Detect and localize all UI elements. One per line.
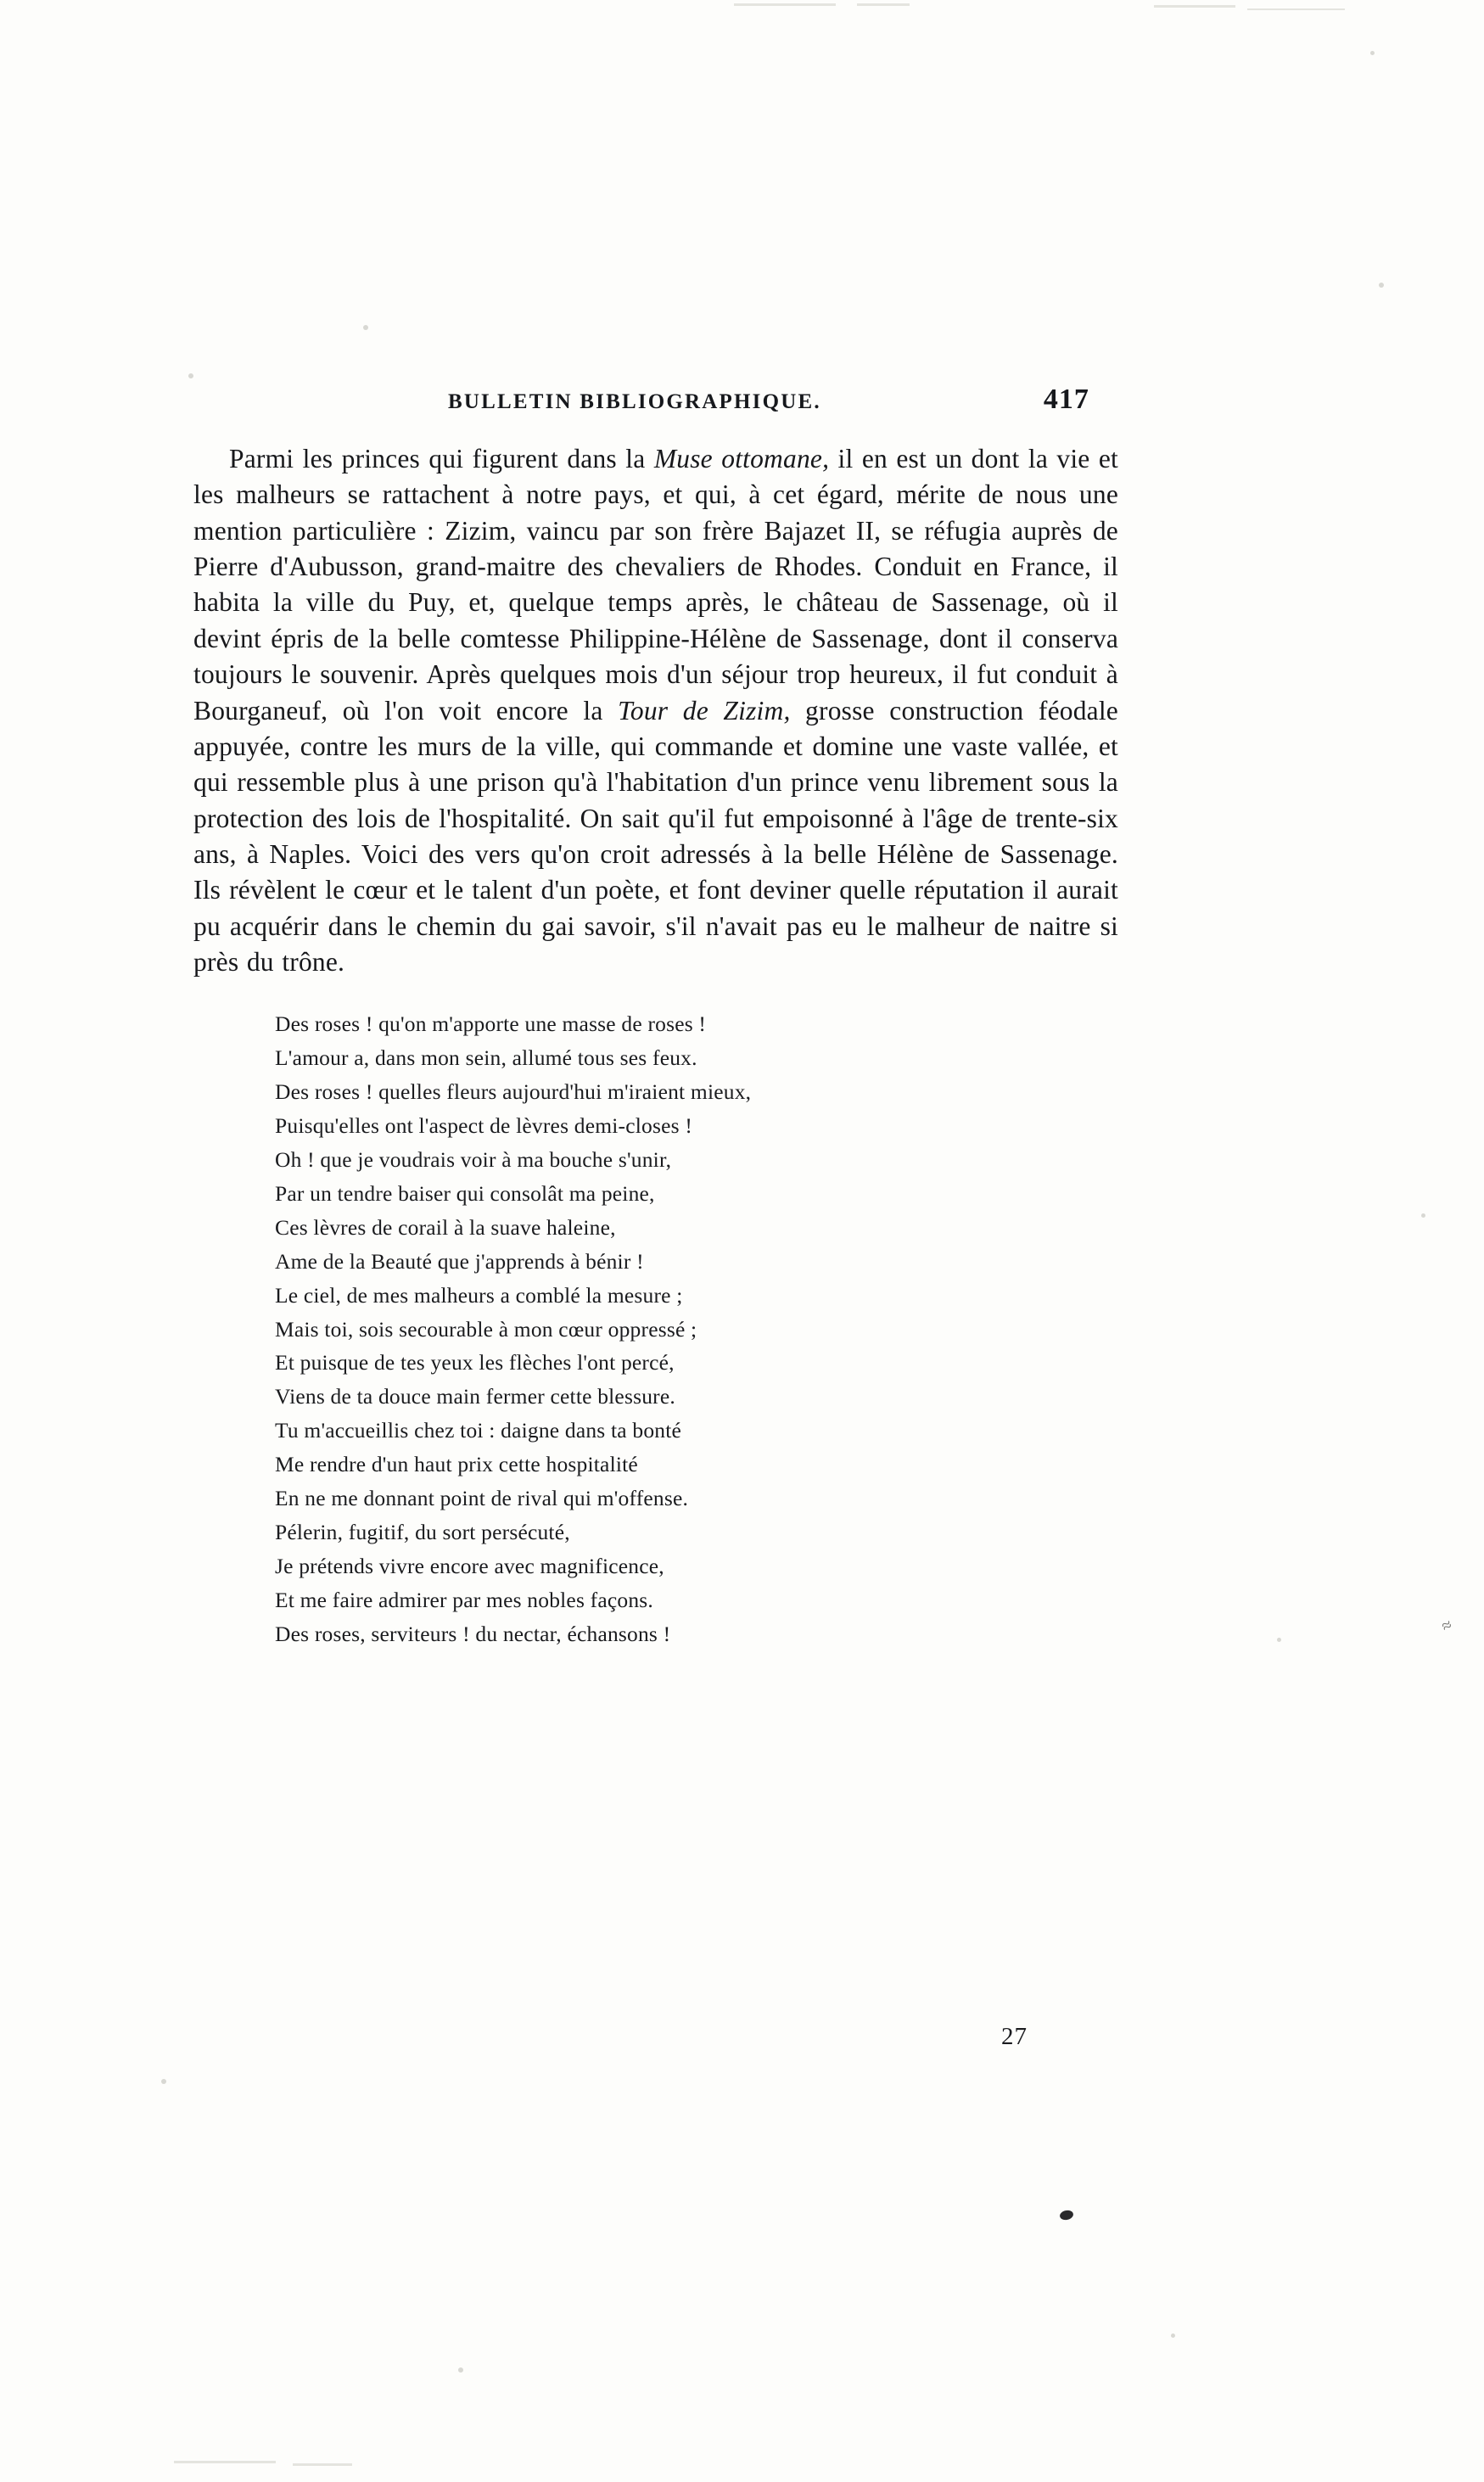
- poem-line: Ces lèvres de corail à la suave haleine,: [275, 1214, 616, 1240]
- margin-mark: ≈: [1438, 1615, 1455, 1637]
- poem-line: L'amour a, dans mon sein, allumé tous ses feux.: [275, 1045, 697, 1071]
- scan-artifact-top-1: [734, 3, 836, 6]
- poem-line: Pélerin, fugitif, du sort persécuté,: [275, 1519, 570, 1544]
- page-speck-3: [363, 325, 368, 330]
- page-number: 417: [1043, 384, 1089, 415]
- scan-artifact-bottom-2: [293, 2463, 352, 2466]
- scan-artifact-top-3: [1154, 5, 1235, 8]
- signature-number: 27: [1001, 2023, 1028, 2050]
- page-speck-4: [188, 373, 193, 378]
- poem-line: Des roses ! qu'on m'apporte une masse de roses !: [275, 1011, 707, 1037]
- paragraph-text-part-2: il en est un dont la vie et les malheurs se rattachent à notre pays, et qui, à cet égard, mérite de nous une mention particulière : Zizim, vaincu par son frère Bajazet II, se réfugia auprès de Pierre d'Aubusson, grand-maitre des chevaliers de Rhodes. Conduit en France, il habita la ville du Puy, et, quelque temps après, le château de Sassenage, où il devint épris de la belle comtesse Philippine-Hélène de Sassenage, dont il conserva toujours le souvenir. Après quelques mois d'un séjour trop heureux, il fut conduit à Bourganeuf, où l'on voit encore la: [193, 444, 1119, 726]
- title-tour-de-zizim: Tour de Zizim,: [618, 695, 791, 726]
- page-content: [193, 384, 1118, 1651]
- ink-blot: [1059, 2209, 1074, 2221]
- page-speck-2: [1379, 283, 1384, 288]
- poem-line: Et puisque de tes yeux les flèches l'ont percé,: [275, 1350, 675, 1375]
- poem-line: Mais toi, sois secourable à mon cœur oppressé ;: [275, 1316, 697, 1342]
- page-speck-1: [1370, 51, 1375, 55]
- poem-line: Me rendre d'un haut prix cette hospitalité: [275, 1452, 638, 1477]
- page-speck-7: [161, 2079, 166, 2084]
- paragraph-text-part-1: Parmi les princes qui figurent dans la: [229, 444, 654, 473]
- poem-line: Le ciel, de mes malheurs a comblé la mesure ;: [275, 1282, 683, 1308]
- page-header: [193, 384, 1118, 416]
- poem-line: Je prétends vivre encore avec magnificence,: [275, 1553, 664, 1578]
- poem-line: Tu m'accueillis chez toi : daigne dans ta bonté: [275, 1418, 682, 1443]
- poem-line: Des roses, serviteurs ! du nectar, échansons !: [275, 1621, 671, 1646]
- poem-line: Et me faire admirer par mes nobles façons.: [275, 1587, 653, 1612]
- title-muse-ottomane: Muse ottomane,: [653, 444, 830, 473]
- paragraph-text-part-3: grosse construction féodale appuyée, contre les murs de la ville, qui commande et domine une vaste vallée, et qui ressemble plus à une prison qu'à l'habitation d'un prince venu librement sous la protection des lois de l'hospitalité. On sait qu'il fut empoisonné à l'âge de trente-six ans, à Naples. Voici des vers qu'on croit adressés à la belle Hélène de Sassenage. Ils révèlent le cœur et le talent d'un poète, et font deviner quelle réputation il aurait pu acquérir dans le chemin du gai savoir, s'il n'avait pas eu le malheur de naitre si près du trône.: [193, 695, 1118, 978]
- poem-line: Par un tendre baiser qui consolât ma peine,: [275, 1180, 655, 1206]
- page-speck-6: [1277, 1638, 1281, 1642]
- poem-line: En ne me donnant point de rival qui m'offense.: [275, 1486, 689, 1511]
- page-speck-5: [1421, 1213, 1425, 1218]
- poem-line: Ame de la Beauté que j'apprends à bénir !: [275, 1248, 644, 1274]
- poem-line: Puisqu'elles ont l'aspect de lèvres demi-closes !: [275, 1113, 693, 1139]
- scan-artifact-top-4: [1247, 8, 1345, 10]
- body-paragraph: [193, 441, 1118, 980]
- poem-block: [275, 1007, 1118, 1650]
- poem-line: Oh ! que je voudrais voir à ma bouche s'unir,: [275, 1147, 672, 1173]
- poem-line: Viens de ta douce main fermer cette blessure.: [275, 1384, 675, 1409]
- page-speck-8: [458, 2367, 463, 2373]
- poem-line: Des roses ! quelles fleurs aujourd'hui m'iraient mieux,: [275, 1079, 752, 1105]
- running-head: BULLETIN BIBLIOGRAPHIQUE.: [448, 390, 821, 413]
- scan-artifact-top-2: [857, 3, 910, 6]
- page-speck-9: [1171, 2334, 1175, 2338]
- scan-artifact-bottom-1: [174, 2461, 276, 2463]
